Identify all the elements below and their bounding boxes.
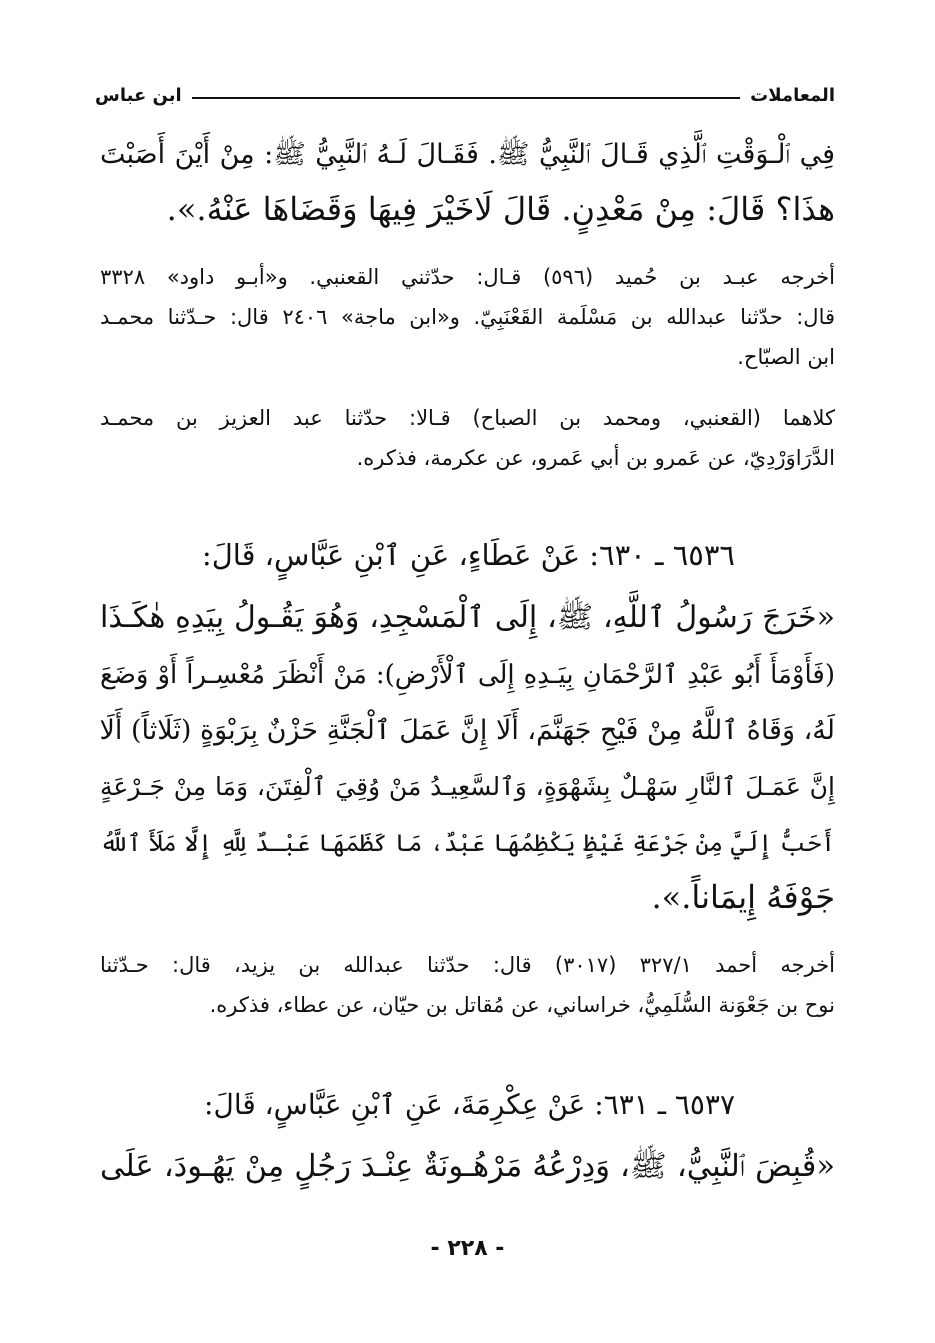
- takhrij-text-line: ابن الصبّاح.: [737, 345, 835, 369]
- hadith-text-line: إِنَّ عَمَـلَ ٱلنَّارِ سَهْـلٌ بِشَهْوَةٍ، وَٱلسَّعِيـدُ مَنْ وُقِيَ ٱلْفِتَنَ، وَمَا مِنْ جَـرْعَةٍ: [100, 772, 835, 801]
- page-number: - ٢٢٨ -: [430, 1236, 505, 1261]
- book-title: ابن عباس: [95, 84, 182, 106]
- hadith-text-line: فِي ٱلْـوَقْتِ ٱلَّذِي قَـالَ ٱلنَّبِيُّ ﷺ. فَقَـالَ لَـهُ ٱلنَّبِيُّ ﷺ: مِنْ أَيْنَ أَصَبْتَ: [100, 139, 835, 170]
- chapter-title: المعاملات: [750, 84, 835, 106]
- takhrij-text-line: أخرجه أحمد ٣٢٧/١ (٣٠١٧) قال: حدّثنا عبدالله بن يزيد، قال: حـدّثنا: [100, 953, 835, 977]
- hadith-text-line: «خَرَجَ رَسُولُ ٱللَّهِ، ﷺ، إِلَى ٱلْمَسْجِدِ، وَهُوَ يَقُـولُ بِيَدِهِ هٰكَـذَا: [100, 600, 835, 635]
- hadith-text-line: أَحَبُّ إِلَيَّ مِنْ جَرْعَةِ غَيْظٍ يَكْظِمُهَا عَبْدٌ، مَا كَظَمَهَا عَبْـدٌ لِلَّهِ إِلَّا مَلَأَ ٱللَّهُ: [100, 829, 835, 857]
- takhrij-text-line: قال: حدّثنا عبدالله بن مَسْلَمة القَعْنَبِيّ. و«ابن ماجة» ٢٤٠٦ قال: حـدّثنا محمـد: [100, 305, 836, 329]
- hadith-text-line: (فَأَوْمَأَ أَبُو عَبْدِ ٱلرَّحْمَانِ بِيَـدِهِ إِلَى ٱلْأَرْضِ): مَنْ أَنْظَرَ مُعْسِـراً أَوْ وَضَعَ: [100, 660, 835, 690]
- takhrij-text-line: نوح بن جَعْوَنة السُّلَمِيُّ، خراساني، عن مُقاتل بن حيّان، عن عطاء، فذكره.: [209, 993, 835, 1017]
- hadith-text-line: «قُبِضَ ٱلنَّبِيُّ، ﷺ، وَدِرْعُهُ مَرْهُـونَةٌ عِنْـدَ رَجُلٍ مِنْ يَهُـودَ، عَلَى: [100, 1149, 835, 1184]
- takhrij-text-line: الدَّرَاوَرْدِيّ، عن عَمرو بن أبي عَمرو، عن عكرمة، فذكره.: [356, 446, 835, 470]
- running-header: [95, 80, 835, 110]
- hadith-heading: ٦٥٣٧ ـ ٦٣١: عَنْ عِكْرِمَةَ، عَنِ ٱبْنِ عَبَّاسٍ، قَالَ:: [204, 1088, 735, 1121]
- takhrij-text-line: كلاهما (القعنبي، ومحمد بن الصباح) قـالا: حدّثنا عبد العزيز بن محمـد: [100, 406, 835, 430]
- hadith-text-line: هذَا؟ قَالَ: مِنْ مَعْدِنٍ. قَالَ لَاخَيْرَ فِيهَا وَقَضَاهَا عَنْهُ.».: [166, 190, 835, 228]
- hadith-text-line: جَوْفَهُ إِيمَاناً.».: [651, 878, 835, 916]
- header-rule: [192, 97, 741, 99]
- hadith-heading: ٦٥٣٦ ـ ٦٣٠: عَنْ عَطَاءٍ، عَنِ ٱبْنِ عَبَّاسٍ، قَالَ:: [201, 538, 735, 572]
- takhrij-text-line: أخرجه عبـد بن حُميد (٥٩٦) قـال: حدّثني القعنبي. و«أبـو داود» ٣٣٢٨: [100, 265, 835, 289]
- hadith-text-line: لَهُ، وَقَاهُ ٱللَّهُ مِنْ فَيْحِ جَهَنَّمَ، أَلَا إِنَّ عَمَلَ ٱلْجَنَّةِ حَزْنٌ بِرَبْوَةٍ (ثَلَاثاً) أَلَا: [99, 715, 835, 746]
